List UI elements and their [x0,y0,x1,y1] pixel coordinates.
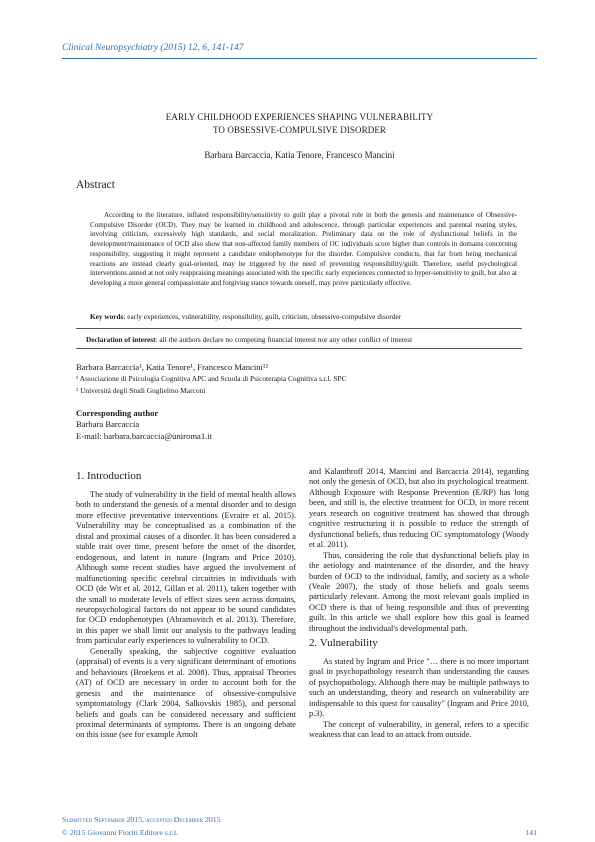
keywords-label: Key words [90,312,124,321]
title-line-2: TO OBSESSIVE-COMPULSIVE DISORDER [212,124,387,135]
paragraph: Thus, considering the role that dysfunctional beliefs play in the aetiology and maintenance of the disorder, and the heavy burden of OCD to the individual, family, and society as a whole (Veale 2007), the study of those beliefs and goals seems particularly relevant. Among the most relevant goals implied in OCD there is that of being responsible and thus of preventing guilt. In this article we shall explore how this goal is learned throughout the individual's developmental path. [309,550,529,633]
corresponding-author-block [76,408,536,442]
title-line-1: EARLY CHILDHOOD EXPERIENCES SHAPING VULNERABILITY [165,112,434,122]
abstract-heading: Abstract [76,179,115,191]
article-title [62,111,537,136]
copyright: © 2015 Giovanni Fioriti Editore s.r.l. [62,828,178,837]
article-authors: Barbara Barcaccia, Katia Tenore, Francesco Mancini [204,150,395,160]
keywords [90,312,517,321]
section-heading-vulnerability: 2. Vulnerability [309,637,378,649]
paragraph: and Kalanthroff 2014, Mancini and Barcaccia 2014), regarding not only the genesis of OCD, but also its psychological treatment. Although Exposure with Response Prevention (E/RP) has long been, and still is, the elective treatment for OCD, in more recent years research on cognitive treatment has showed that through cognitive restructuring it is possible to reduce the strength of dysfunctional beliefs, thus reducing OC symptomatology (Woody et al. 2011). [309,467,529,550]
page-number: 141 [525,828,537,837]
divider-top [76,328,522,329]
paragraph: The study of vulnerability in the field of mental health allows both to understand the genesis of a mental disorder and to design more effective preventative interventions (Evraire et al. 2015). Vulnerability may be conceptualised as a combination of the distal and proximal causes of a disorder. It has been considered a stable trait over time, present before the onset of the disorder, endogenous, and latent in nature (Ingram and Price 2010). Although some recent studies have argued the involvement of malfunctioning specific cerebral circuitries in individuals with OCD (de Wit et al. 2012, Gillan et al. 2011), taken together with the small to moderate levels of effect sizes seen across domains, neuropsychological factors do not appear to be sound candidates for OCD endophenotypes (Abramovitch et al. 2013). Therefore, in this paper we shall limit our analysis to the pathways leading from particular early experiences to vulnerability to OCD. [76,490,296,646]
declaration-text: : all the authors declare no competing financial interest nor any other conflict of interest [155,335,413,344]
affiliation-block [76,362,536,396]
section-heading-introduction: 1. Introduction [76,470,142,482]
declaration-label: Declaration of interest [86,335,156,344]
header-rule [62,58,537,59]
corresponding-author-email[interactable]: E-mail: barbara.barcaccia@uniroma1.it [76,430,213,441]
keywords-list: : early experiences, vulnerability, responsibility, guilt, criticism, obsessive-compulsive disorder [123,312,402,321]
paragraph: The concept of vulnerability, in general, refers to a specific weakness that can lead to an attack from outside. [309,719,529,740]
declaration-of-interest [86,335,516,344]
paragraph: Generally speaking, the subjective cognitive evaluation (appraisal) of events is a very significant determinant of emotions and behaviours (Broekens et al. 2008). Thus, appraisal Theories (AT) of OCD are necessary in order to account both for the genesis and the maintenance of obsessive-compulsive symptomatology (Clark 2004, Salkovskis 1985), and personal beliefs and goals can be considered necessary and sufficient proximal determinants of symptoms. There is an ongoing debate on this issue (see for example Arnolt [76,646,296,740]
left-column [76,490,296,741]
right-column-bottom [309,657,529,741]
divider-bottom [76,348,522,349]
submission-dates: Submitted September 2015, accepted December 2015 [62,815,221,824]
affiliation-2: ² Università degli Studi Guglielmo Marconi [76,385,206,395]
journal-header: Clinical Neuropsychiatry (2015) 12, 6, 141-147 [62,43,244,53]
right-column-top [309,467,529,634]
abstract-text: According to the literature, inflated responsibility/sensitivity to guilt play a pivotal role in both the genesis and maintenance of Obsessive-Compulsive Disorder (OCD). They may be learned in childhood and adolescence, through particular experiences and parental rearing styles, involving criticism, excessively high standards, and social moralization. Preliminary data on the role of dysfunctional beliefs in the development/maintenance of OCD also show that non-affected family members of OC individuals score higher than controls in domains concerning responsibility, suggesting it might represent a candidate endophenotype for the disorder. Compulsive conducts, that far from being mechanical reactions are instead clearly goal-oriented, may be triggered by the need of preventing responsibility/guilt. Therefore, useful psychological interventions aimed at not only reappraising meanings associated with the specific early experiences connected to hyper-sensitivity to guilt, but also at developing a more general compassionate and forgiving stance towards oneself, may prove particularly effective. [90,211,517,287]
corresponding-author-heading: Corresponding author [76,408,159,418]
authors-line: Barbara Barcaccia¹, Katia Tenore¹, Francesco Mancini¹² [76,362,269,372]
corresponding-author-name: Barbara Barcaccia [76,419,140,430]
paragraph: As stated by Ingram and Price "… there is no more important goal in psychopathology research than understanding the causes of psychopathology. Although there may be multiple pathways to such an understanding, theory and research on vulnerability are indispensable to this quest for causality" (Ingram and Price 2010, p.3). [309,657,529,719]
affiliation-1: ¹ Associazione di Psicologia Cognitiva APC and Scuola di Psicoterapia Cognitiva s.r.l. SPC [76,374,347,384]
